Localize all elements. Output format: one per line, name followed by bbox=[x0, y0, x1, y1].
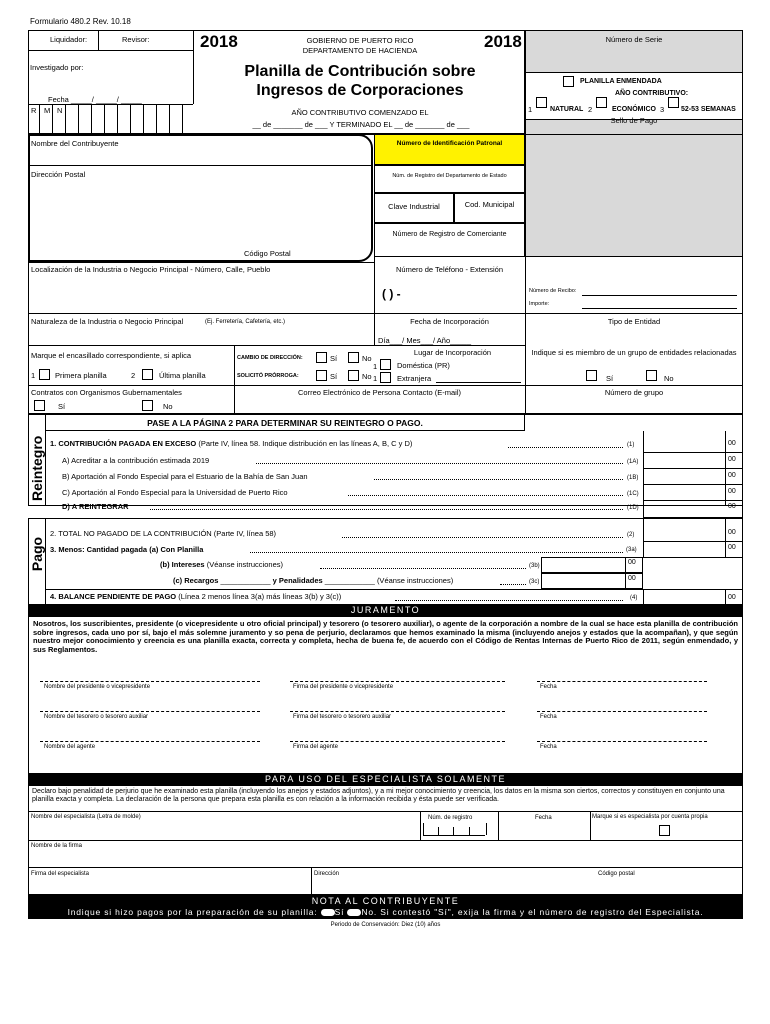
ultima-num: 2 bbox=[131, 371, 136, 380]
year-right: 2018 bbox=[484, 32, 522, 51]
line-2: 2. TOTAL NO PAGADO DE LA CONTRIBUCIÓN (Parte IV, línea 58) bbox=[50, 529, 277, 538]
line-1c-cents[interactable]: 00 bbox=[728, 488, 736, 495]
num-registro-cells[interactable] bbox=[423, 823, 487, 835]
line-1b-code: (1B) bbox=[627, 475, 639, 481]
line-3a-code: (3a) bbox=[626, 547, 637, 553]
dia-mes-ano[interactable]: Día___/ Mes___/ Año_____ bbox=[378, 336, 471, 345]
rmn-n: N bbox=[57, 106, 63, 115]
line-3a-cents[interactable]: 00 bbox=[728, 544, 736, 551]
primera-num: 1 bbox=[31, 371, 36, 380]
economico-checkbox[interactable] bbox=[596, 97, 607, 108]
numero-serie-label: Número de Serie bbox=[605, 35, 663, 44]
rmn-m: M bbox=[44, 106, 51, 115]
nota-no-radio[interactable] bbox=[347, 909, 361, 916]
juramento-title: JURAMENTO bbox=[28, 605, 743, 616]
natural-label: NATURAL bbox=[550, 106, 584, 113]
line-3b bbox=[160, 561, 283, 569]
rmn-r: R bbox=[31, 106, 37, 115]
sig-tesorero-fecha[interactable]: Fecha bbox=[540, 714, 557, 720]
numero-recibo-label: Número de Recibo: bbox=[529, 288, 577, 294]
numero-patronal-field[interactable] bbox=[374, 134, 525, 165]
cambio-no-label: No bbox=[362, 354, 372, 363]
ano-line1: AÑO CONTRIBUTIVO COMENZADO EL bbox=[291, 108, 429, 117]
sig-agente-firma[interactable]: Firma del agente bbox=[293, 744, 339, 750]
semanas-num: 3 bbox=[660, 105, 665, 114]
line-1b: B) Aportación al Fondo Especial para el Estuario de la Bahía de San Juan bbox=[62, 472, 308, 481]
especialista-title: PARA USO DEL ESPECIALISTA SOLAMENTE bbox=[28, 774, 743, 785]
clave-industrial-label: Clave Industrial bbox=[388, 202, 440, 211]
gov-line1: GOBIERNO DE PUERTO RICO bbox=[306, 36, 414, 45]
tipo-entidad-label: Tipo de Entidad bbox=[607, 317, 661, 326]
grupo-si-label: Sí bbox=[606, 374, 614, 383]
especialista-nombre-firma[interactable]: Nombre de la firma bbox=[31, 843, 83, 849]
periodo-conservacion: Periodo de Conservación: Diez (10) años bbox=[330, 922, 441, 928]
reintegro-side bbox=[28, 431, 45, 506]
line-3b-cents[interactable]: 00 bbox=[628, 559, 636, 566]
cuenta-propia-checkbox[interactable] bbox=[659, 825, 670, 836]
line-1a: A) Acreditar a la contribución estimada 2019 bbox=[62, 456, 210, 465]
lugar-incorporacion-label: Lugar de Incorporación bbox=[413, 348, 492, 357]
line-1c: C) Aportación al Fondo Especial para la Universidad de Puerto Rico bbox=[62, 488, 288, 497]
sig-tesorero-firma[interactable]: Firma del tesorero o tesorero auxiliar bbox=[293, 714, 392, 720]
line-1 bbox=[50, 440, 412, 448]
semanas-checkbox[interactable] bbox=[668, 97, 679, 108]
marque-encasillado-label: Marque el encasillado correspondiente, si aplica bbox=[31, 351, 192, 360]
line-1a-cents[interactable]: 00 bbox=[728, 456, 736, 463]
line-1b-cents[interactable]: 00 bbox=[728, 472, 736, 479]
line-3c: (c) Recargos ____________ y Penalidades ____________ (Véanse instrucciones) bbox=[173, 576, 454, 585]
nota-si-radio[interactable] bbox=[321, 909, 335, 916]
pago-side bbox=[28, 518, 45, 588]
semanas-label: 52-53 SEMANAS bbox=[681, 106, 736, 113]
sig-agente-name[interactable]: Nombre del agente bbox=[44, 744, 96, 750]
cambio-direccion-label: CAMBIO DE DIRECCIÓN: bbox=[237, 355, 303, 361]
direccion-postal-label: Dirección Postal bbox=[31, 170, 86, 179]
especialista-firma[interactable]: Firma del especialista bbox=[31, 871, 90, 877]
contratos-no-checkbox[interactable] bbox=[142, 400, 153, 411]
line-3-label: 3. Menos: Cantidad pagada bbox=[50, 545, 148, 554]
year-left: 2018 bbox=[200, 32, 238, 51]
nota-banner bbox=[28, 895, 743, 919]
form-number: Formulario 480.2 Rev. 10.18 bbox=[30, 17, 131, 26]
line-4 bbox=[50, 593, 341, 601]
line-4-cents[interactable]: 00 bbox=[728, 594, 736, 601]
natural-num: 1 bbox=[528, 105, 533, 114]
prorroga-si-label: Sí bbox=[330, 372, 338, 381]
investigado-label: Investigado por: bbox=[30, 63, 84, 72]
domestica-checkbox[interactable] bbox=[380, 359, 391, 370]
planilla-enmendada-label: PLANILLA ENMENDADA bbox=[580, 78, 662, 85]
sig-agente-fecha[interactable]: Fecha bbox=[540, 744, 557, 750]
prorroga-label: SOLICITÓ PRÓRROGA: bbox=[237, 373, 299, 379]
ultima-planilla-label: Última planilla bbox=[159, 371, 206, 380]
line-3c-cents[interactable]: 00 bbox=[628, 575, 636, 582]
especialista-marque: Marque si es especialista por cuenta propia bbox=[592, 814, 708, 820]
contratos-si-checkbox[interactable] bbox=[34, 400, 45, 411]
sello-pago-label: Sello de Pago bbox=[610, 116, 658, 125]
sig-tesorero-name[interactable]: Nombre del tesorero o tesorero auxiliar bbox=[44, 714, 149, 720]
fecha-incorporacion-label: Fecha de Incorporación bbox=[410, 317, 489, 326]
miembro-grupo-label: Indique si es miembro de un grupo de entidades relacionadas bbox=[531, 348, 737, 357]
grupo-si-checkbox[interactable] bbox=[586, 370, 597, 381]
naturaleza-label: Naturaleza de la Industria o Negocio Principal bbox=[31, 317, 184, 326]
line-1-code: (1) bbox=[627, 442, 635, 448]
revisor-label: Revisor: bbox=[122, 35, 150, 44]
naturaleza-ejemplo: (Ej. Ferretería, Cafetería, etc.) bbox=[205, 319, 286, 325]
nota-text-b: No. Si contestó "Sí", exija la firma y el número de registro del Especialista. bbox=[361, 907, 704, 917]
registro-comerciante-label: Número de Registro de Comerciante bbox=[392, 231, 507, 238]
taxpayer-box[interactable] bbox=[28, 134, 373, 262]
line-2-code: (2) bbox=[627, 532, 635, 538]
cambio-no-checkbox[interactable] bbox=[348, 352, 359, 363]
grupo-no-checkbox[interactable] bbox=[646, 370, 657, 381]
especialista-fecha[interactable]: Fecha bbox=[535, 815, 552, 821]
line-3c-label: (c) Recargos bbox=[173, 576, 219, 585]
juramento-text: Nosotros, los suscribientes, presidente (o vicepresidente u otro oficial principal) y tesorero (o tesorero auxiliar), o agente de la corporación a nombre de la cual se hace esta planilla de contribución sobre ingresos, cada uno por sí, bajo el más solemne juramento y so pena de perjurio, declaramos que hemos examinado la misma (incluyendo anejos y estados que la acompañan), y que según nuestro mejor conocimiento y creencia es una planilla exacta, correcta y completa, hecha de buena fe, de acuerdo con el Código de Rentas Internas de Puerto Rico de 2011, según enmendado, y sus Reglamentos. bbox=[33, 619, 738, 654]
line-1c-code: (1C) bbox=[627, 491, 639, 497]
especialista-direccion[interactable]: Dirección bbox=[314, 871, 340, 877]
liquidador-label: Liquidador: bbox=[50, 35, 88, 44]
grupo-no-label: No bbox=[664, 374, 674, 383]
prorroga-no-label: No bbox=[362, 372, 372, 381]
sig-presidente-name[interactable]: Nombre del presidente o vicepresidente bbox=[44, 684, 151, 690]
contratos-label: Contratos con Organismos Gubernamentales bbox=[31, 388, 182, 397]
ano-line2: __ de _______ de ___ Y TERMINADO EL __ de _______ de ___ bbox=[252, 120, 470, 129]
domestica-num: 1 bbox=[373, 362, 378, 371]
localizacion-label: Localización de la Industria o Negocio Principal - Número, Calle, Pueblo bbox=[31, 265, 271, 274]
prorroga-no-checkbox[interactable] bbox=[348, 370, 359, 381]
line-3c-mid: y Penalidades bbox=[272, 576, 323, 585]
title-line2: Ingresos de Corporaciones bbox=[256, 82, 464, 99]
telefono-label: Número de Teléfono - Extensión bbox=[395, 265, 503, 274]
line-4-label: 4. BALANCE PENDIENTE DE PAGO bbox=[50, 592, 177, 601]
especialista-num-registro: Núm. de registro bbox=[428, 815, 473, 821]
cambio-si-checkbox[interactable] bbox=[316, 352, 327, 363]
line-3c-code: (3c) bbox=[529, 579, 540, 585]
reintegro-side-label: Reintegro bbox=[29, 435, 45, 501]
line-3a-label: (a) Con Planilla bbox=[149, 545, 204, 554]
especialista-text: Declaro bajo penalidad de perjurio que he examinado esta planilla (incluyendo los anejos y estados adjuntos), y a mi mejor conocimiento y creencia, los datos en la misma son ciertos, correctos y constituyen en conjunto una planilla exacta y completa. La declaración de la persona que prepara esta planilla es con relación a la información recibida y ésta puede ser verificada. bbox=[32, 788, 725, 804]
registro-estado-label: Núm. de Registro del Departamento de Estado bbox=[392, 173, 507, 179]
nombre-contribuyente-label: Nombre del Contribuyente bbox=[31, 139, 119, 148]
line-1-note: (Parte IV, línea 58. Indique distribución en las líneas A, B, C y D) bbox=[196, 439, 413, 448]
ultima-planilla-checkbox[interactable] bbox=[142, 369, 153, 380]
telefono-format[interactable]: ( ) - bbox=[382, 287, 401, 301]
line-1-cents[interactable]: 00 bbox=[728, 440, 736, 447]
planilla-enmendada-checkbox[interactable] bbox=[563, 76, 574, 87]
extranjera-checkbox[interactable] bbox=[380, 372, 391, 383]
primera-planilla-checkbox[interactable] bbox=[39, 369, 50, 380]
line-3c-note: (Véanse instrucciones) bbox=[376, 576, 454, 585]
sig-presidente-firma[interactable]: Firma del presidente o vicepresidente bbox=[293, 684, 394, 690]
domestica-label: Doméstica (PR) bbox=[397, 361, 450, 370]
line-1-label: 1. CONTRIBUCIÓN PAGADA EN EXCESO bbox=[50, 439, 197, 448]
line-2-cents[interactable]: 00 bbox=[728, 529, 736, 536]
ano-contributivo-label: AÑO CONTRIBUTIVO: bbox=[615, 90, 689, 97]
numero-patronal-label: Número de Identificación Patronal bbox=[396, 140, 503, 147]
nota-text-a: Indique si hizo pagos por la preparación de su planilla: bbox=[67, 907, 318, 917]
registro-comerciante-field[interactable] bbox=[374, 223, 525, 257]
line-3b-code: (3b) bbox=[529, 563, 540, 569]
line-4-code: (4) bbox=[630, 595, 638, 601]
line-3 bbox=[50, 546, 203, 554]
nota-line bbox=[28, 908, 743, 917]
cod-municipal-label: Cod. Municipal bbox=[464, 200, 515, 209]
economico-label: ECONÓMICO bbox=[612, 106, 656, 113]
codigo-postal-label: Código Postal bbox=[244, 249, 291, 258]
sig-presidente-fecha[interactable]: Fecha bbox=[540, 684, 557, 690]
cambio-si-label: Sí bbox=[330, 354, 338, 363]
pago-side-label: Pago bbox=[29, 536, 45, 572]
primera-planilla-label: Primera planilla bbox=[55, 371, 107, 380]
extranjera-label: Extranjera bbox=[397, 374, 432, 383]
gov-line2: DEPARTAMENTO DE HACIENDA bbox=[302, 46, 418, 55]
extranjera-num: 1 bbox=[373, 374, 378, 383]
nota-si-label: Sí bbox=[334, 907, 345, 917]
correo-label: Correo Electrónico de Persona Contacto (E-mail) bbox=[298, 388, 461, 397]
contratos-si-label: Sí bbox=[58, 402, 66, 411]
prorroga-si-checkbox[interactable] bbox=[316, 370, 327, 381]
natural-checkbox[interactable] bbox=[536, 97, 547, 108]
economico-num: 2 bbox=[588, 105, 593, 114]
fecha-label: Fecha _____/ _____/ _____ bbox=[48, 95, 142, 104]
line-1d-amount[interactable] bbox=[643, 500, 743, 518]
line-3b-note: (Véanse instrucciones) bbox=[206, 560, 283, 569]
line-1d: D) A REINTEGRAR bbox=[62, 502, 129, 511]
line-1d-code: (1D) bbox=[627, 505, 639, 511]
title-line1: Planilla de Contribución sobre bbox=[244, 63, 476, 80]
line-1a-code: (1A) bbox=[627, 459, 639, 465]
line-3b-label: (b) Intereses bbox=[160, 560, 205, 569]
numero-grupo-label: Número de grupo bbox=[604, 388, 664, 397]
line-1d-cents[interactable]: 00 bbox=[728, 503, 736, 510]
importe-label: Importe: bbox=[529, 301, 550, 307]
contratos-no-label: No bbox=[163, 402, 173, 411]
especialista-codigo-postal[interactable]: Código postal bbox=[598, 871, 635, 877]
line-4-note: (Línea 2 menos línea 3(a) más líneas 3(b) y 3(c)) bbox=[178, 592, 342, 601]
nota-title: NOTA AL CONTRIBUYENTE bbox=[311, 896, 460, 906]
reintegro-banner: PASE A LA PÁGINA 2 PARA DETERMINAR SU REINTEGRO O PAGO. bbox=[147, 418, 423, 428]
especialista-nombre[interactable]: Nombre del especialista (Letra de molde) bbox=[31, 814, 141, 820]
